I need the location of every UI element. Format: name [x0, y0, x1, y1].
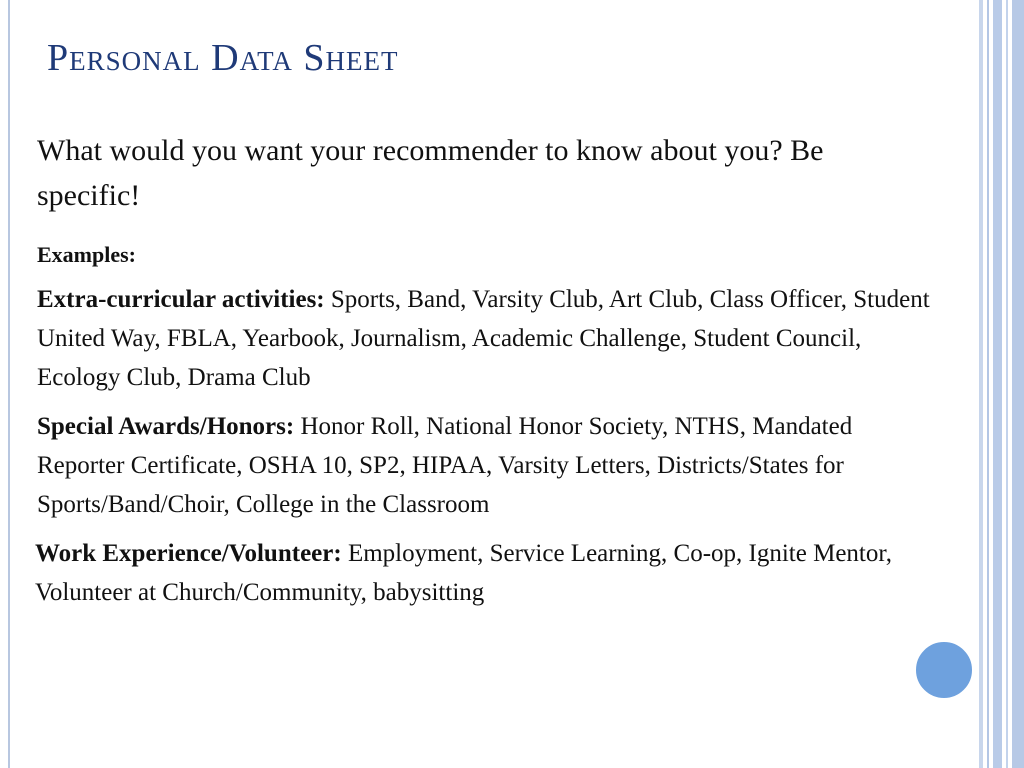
- left-border-line: [8, 0, 10, 768]
- work-label: Work Experience/Volunteer:: [35, 540, 342, 567]
- awards-text: Honor Roll, National Honor Society, NTHS, Mandated Reporter Certificate, OSHA 10, SP2, HIPAA, Varsity Letters, Districts/States for Sports/Band/Choir, College in the Classroom: [37, 413, 853, 518]
- examples-label: Examples:: [37, 242, 136, 267]
- work-paragraph: [35, 534, 935, 612]
- intro-text: What would you want your recommender to know about you? Be specific!: [37, 134, 824, 212]
- extracurricular-text: Sports, Band, Varsity Club, Art Club, Class Officer, Student United Way, FBLA, Yearbook, Journalism, Academic Challenge, Student Council, Ecology Club, Drama Club: [37, 286, 930, 391]
- extracurricular-label: Extra-curricular activities:: [37, 286, 325, 313]
- slide-content: [37, 128, 932, 612]
- awards-paragraph: [37, 407, 932, 524]
- decorative-circle: [913, 639, 975, 701]
- extracurricular-paragraph: [37, 280, 932, 397]
- slide-title: Personal Data Sheet: [47, 37, 399, 79]
- work-text: Employment, Service Learning, Co-op, Ignite Mentor, Volunteer at Church/Community, babysitting: [35, 540, 892, 606]
- awards-label: Special Awards/Honors:: [37, 413, 295, 440]
- right-decorative-border: [979, 0, 1024, 768]
